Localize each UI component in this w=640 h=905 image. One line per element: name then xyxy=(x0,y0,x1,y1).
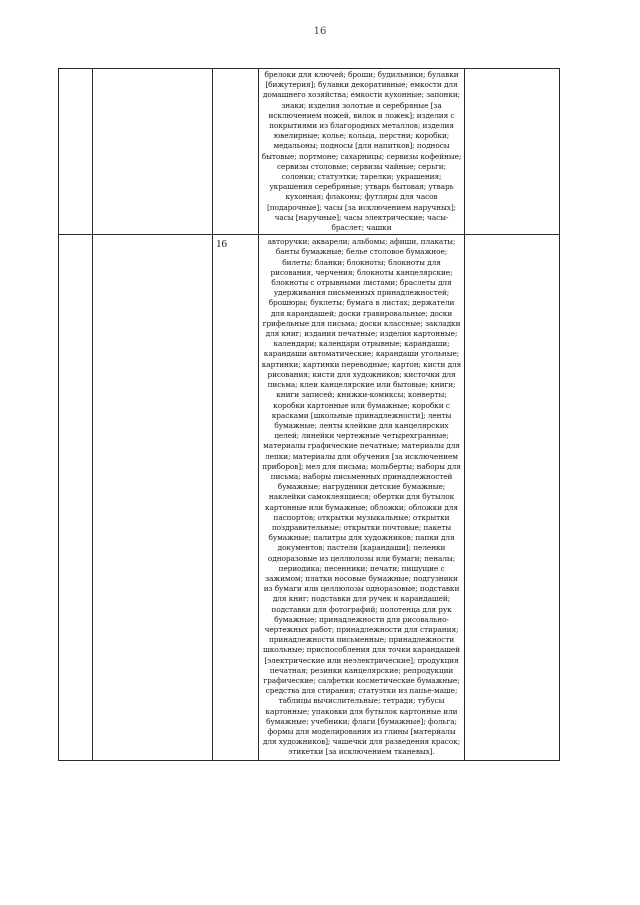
page-number: 16 xyxy=(313,26,327,37)
goods-list-cell xyxy=(259,235,465,760)
row-cell-empty-2 xyxy=(93,69,213,235)
goods-list-cell xyxy=(259,69,465,235)
goods-classification-table xyxy=(58,68,560,761)
row-cell-empty-5 xyxy=(465,235,560,760)
class-number xyxy=(213,69,258,72)
row-cell-empty-2 xyxy=(93,235,213,760)
row-cell-empty-5 xyxy=(465,69,560,235)
row-cell-empty-1 xyxy=(59,69,93,235)
class-number: 16 xyxy=(216,238,227,251)
goods-list: брелоки для ключей; броши; будильники; булавки [бижутерия]; булавки декоративные; емкости для домашнего хозяйства; емкости кухонные; запонки; знаки; изделия золотые и серебряные [за исключением ножей, вилок и ложек]; изделия с покрытиями из благородных металлов; изделия ювелирные; колье; кольца, перстни; коробки; медальоны; подносы [для напитков]; подносы бытовые; портмоне; сахарницы; сервизы кофейные; сервизы столовые; сервизы чайные; серьги; солонки; статуэтки; тарелки; украшения; украшения серебряные; утварь бытовая; утварь кухонная; флаконы; футляры для часов [подарочные]; часы [за исключением наручных]; часы [наручные]; часы электрические; часы-браслет; чашки xyxy=(261,70,462,233)
table-row xyxy=(59,235,560,760)
class-number-cell xyxy=(213,235,259,760)
class-number-cell xyxy=(213,69,259,235)
goods-list: авторучки; акварели; альбомы; афиши, плакаты; банты бумажные; белье столовое бумажное; билеты; бланки; блокноты; блокноты для рисования, черчения; блокноты канцелярские; блокноты с отрывными листами; браслеты для удерживания письменных принадлежностей; брошюры; буклеты; бумага в листах; держатели для карандашей; доски гравировальные; доски грифельные для письма; доски классные; закладки для книг; издания печатные; изделия картонные; календари; календари отрывные; карандаши; карандаши автоматические; карандаши угольные; картинки; картинки переводные; картон; кисти для рисования; кисти для художников; кисточки для письма; клеи канцелярские или бытовые; книги; книги записей; книжки-комиксы; конверты; коробки картонные или бумажные; коробки с красками [школьные принадлежности]; ленты бумажные; ленты клейкие для канцелярских целей; линейки чертежные четырехгранные; материалы графические печатные; материалы для лепки; материалы для обучения [за исключением приборов]; мел для письма; мольберты; наборы для письма; наборы письменных принадлежностей бумажные; нагрудники детские бумажные; наклейки самоклеящиеся; обертки для бутылок картонные или бумажные; обложки; обложки для паспортов; открытки музыкальные; открытки поздравительные; открытки почтовые; пакеты бумажные; палитры для художников; папки для документов; пастели [карандаши]; пеленки одноразовые из целлюлозы или бумаги; пеналы; периодика; песенники; печати; пишущие с зажимом; платки носовые бумажные; подгузники из бумаги или целлюлозы одноразовые; подставки для книг; подставки для ручек и карандашей; подставки для фотографий; полотенца для рук бумажные; принадлежности для рисовально-чертежных работ; принадлежности для стирания; принадлежности письменные; принадлежности школьные; приспособления для точки карандашей [электрические или неэлектрические]; продукция печатная; резинки канцелярские; репродукции графические; салфетки косметические бумажные; средства для стирания; статуэтки из папье-маше; таблицы вычислительные; тетради; тубусы картонные; упаковки для бутылок картонные или бумажные; учебники; флаги [бумажные]; фольга; формы для моделирования из глины [материалы для художников]; чашечки для разведения красок; этикетки [за исключением тканевых]. xyxy=(261,237,462,757)
table-row xyxy=(59,69,560,235)
row-cell-empty-1 xyxy=(59,235,93,760)
